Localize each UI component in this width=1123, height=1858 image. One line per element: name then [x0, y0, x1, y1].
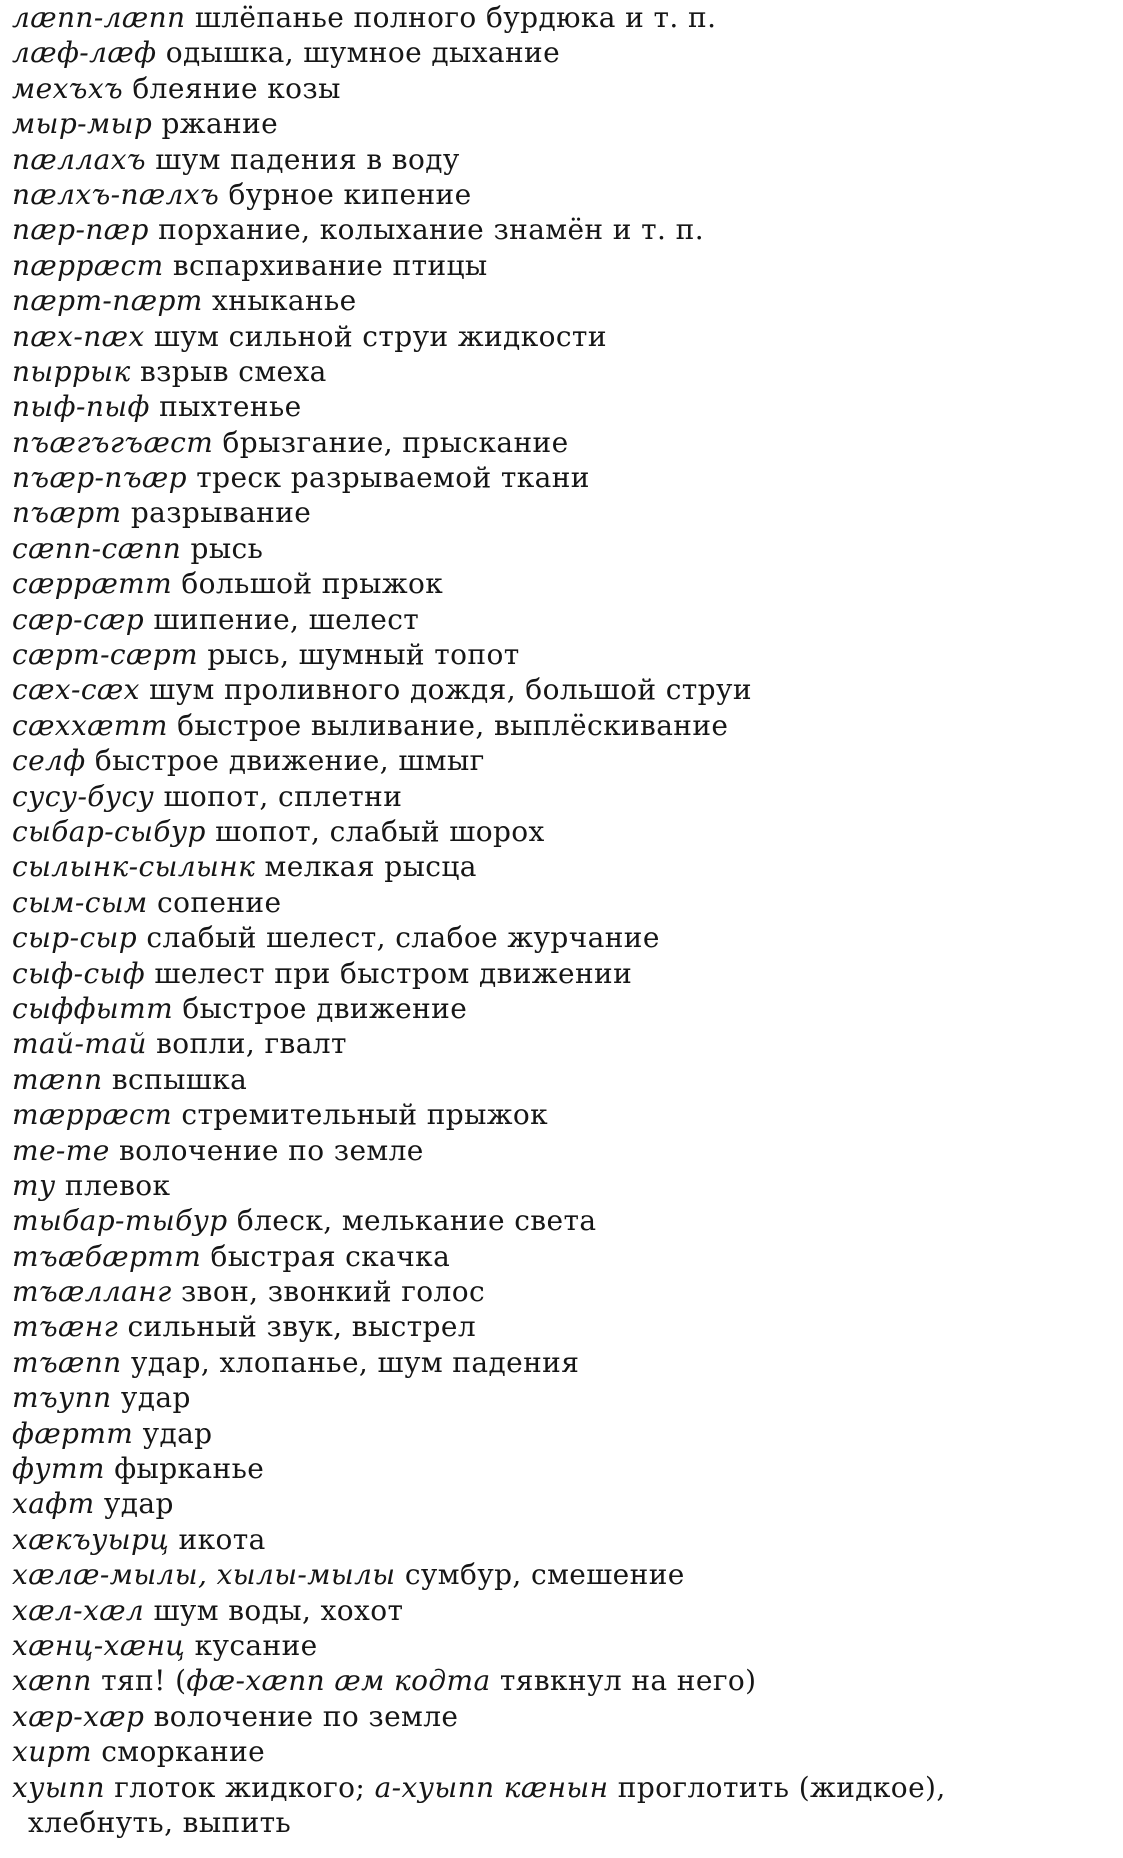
entry-headword: пыф-пыф	[12, 390, 150, 424]
entry-headword: сыр-сыр	[12, 921, 138, 955]
entry-definition: шум падения в воду	[155, 142, 460, 176]
entry-definition: шелест при быстром движении	[154, 956, 633, 990]
dictionary-entry	[12, 1734, 1112, 1769]
dictionary-entry	[12, 814, 1112, 849]
entry-definition: порхание, колыхание знамён и т. п.	[158, 213, 705, 247]
dictionary-entry	[12, 1663, 1112, 1698]
entry-definition: быстрое выливание, выплёскивание	[177, 708, 729, 742]
dictionary-entry	[12, 389, 1112, 424]
dictionary-entry	[12, 1345, 1112, 1380]
entry-definition: шум воды, хохот	[153, 1593, 404, 1627]
entry-definition: быстрое движение, шмыг	[94, 744, 485, 778]
entry-definition: шопот, сплетни	[163, 779, 403, 813]
dictionary-entry	[12, 1451, 1112, 1486]
entry-headword: сыф-сыф	[12, 956, 146, 990]
dictionary-entry	[12, 319, 1112, 354]
entry-example: фæ-хæпп æм кодта	[186, 1664, 491, 1698]
entry-definition: взрыв смеха	[139, 354, 327, 388]
dictionary-entry	[12, 1274, 1112, 1309]
dictionary-entry	[12, 0, 1112, 35]
entry-definition: бурное кипение	[228, 177, 472, 211]
entry-definition: шипение, шелест	[153, 602, 420, 636]
entry-definition: удар	[120, 1381, 191, 1415]
entry-headword: пæлхъ-пæлхъ	[12, 177, 220, 211]
entry-headword: пыррык	[12, 354, 131, 388]
dictionary-entry	[12, 849, 1112, 884]
entry-headword: хæпп	[12, 1664, 92, 1698]
entry-headword: сусу-бусу	[12, 779, 155, 813]
entry-definition: сильный звук, выстрел	[127, 1310, 477, 1344]
entry-headword: пъæр-пъæр	[12, 461, 187, 495]
dictionary-entry	[12, 1239, 1112, 1274]
dictionary-entry	[12, 637, 1112, 672]
dictionary-entry	[12, 531, 1112, 566]
entry-definition: шум сильной струи жидкости	[153, 319, 607, 353]
dictionary-entry	[12, 1309, 1112, 1344]
entry-definition: треск разрываемой ткани	[196, 461, 590, 495]
entry-definition: брызгание, прыскание	[222, 425, 569, 459]
entry-headword: тыбар-тыбур	[12, 1204, 228, 1238]
entry-definition: быстрая скачка	[210, 1239, 451, 1273]
entry-definition: вспышка	[111, 1062, 248, 1096]
dictionary-entry	[12, 106, 1112, 141]
entry-definition: рысь, шумный топот	[207, 638, 520, 672]
entry-example: а-хуыпп кæнын	[374, 1770, 609, 1804]
dictionary-entry	[12, 248, 1112, 283]
dictionary-entry	[12, 212, 1112, 247]
entry-definition: рысь	[190, 531, 264, 565]
dictionary-entry	[12, 779, 1112, 814]
entry-definition: разрывание	[130, 496, 312, 530]
dictionary-entry	[12, 142, 1112, 177]
entry-headword: сæпп-сæпп	[12, 531, 182, 565]
entry-definition: плевок	[64, 1168, 171, 1202]
entry-headword: сым-сым	[12, 885, 148, 919]
dictionary-entry	[12, 1133, 1112, 1168]
entry-definition: ржание	[161, 107, 279, 141]
entry-headword: хæлæ-мылы, хылы-мылы	[12, 1558, 396, 1592]
entry-headword: сыффытт	[12, 991, 174, 1025]
entry-headword: пæр-пæр	[12, 213, 149, 247]
dictionary-entry	[12, 1593, 1112, 1628]
entry-headword: фæртт	[12, 1416, 134, 1450]
entry-headword: пæррæст	[12, 248, 164, 282]
entry-definition: волочение по земле	[119, 1133, 424, 1167]
dictionary-entry	[12, 1062, 1112, 1097]
dictionary-entry	[12, 1699, 1112, 1734]
dictionary-entry	[12, 177, 1112, 212]
entry-definition: шлёпанье полного бурдюка и т. п.	[194, 1, 717, 34]
entry-headword: ту	[12, 1168, 56, 1202]
entry-definition: шопот, слабый шорох	[215, 814, 545, 848]
entry-headword: те-те	[12, 1133, 110, 1167]
entry-headword: хæнц-хæнц	[12, 1628, 186, 1662]
entry-headword: хæл-хæл	[12, 1593, 145, 1627]
example-open-paren: (	[175, 1664, 187, 1698]
entry-definition: сопение	[156, 885, 282, 919]
dictionary-entry	[12, 1203, 1112, 1238]
entry-definition: звон, звонкий голос	[181, 1275, 486, 1309]
dictionary-entry	[12, 566, 1112, 601]
entry-definition: блеск, мелькание света	[236, 1204, 597, 1238]
entry-headword: тъæнг	[12, 1310, 119, 1344]
dictionary-entry	[12, 1097, 1112, 1132]
entry-continuation: хлебнуть, выпить	[28, 1805, 292, 1839]
entry-headword: сыбар-сыбур	[12, 814, 206, 848]
dictionary-entry	[12, 495, 1112, 530]
entry-headword: хафт	[12, 1487, 95, 1521]
entry-headword: сæррæтт	[12, 567, 173, 601]
entry-headword: пъæрт	[12, 496, 122, 530]
dictionary-entry	[12, 1486, 1112, 1521]
entry-headword: сæр-сæр	[12, 602, 145, 636]
entry-headword: лæф-лæф	[12, 36, 157, 70]
dictionary-entry	[12, 743, 1112, 778]
entry-headword: лæпп-лæпп	[12, 1, 186, 34]
entry-headword: сылынк-сылынк	[12, 850, 256, 884]
dictionary-entry	[12, 354, 1112, 389]
dictionary-entry	[12, 920, 1112, 955]
entry-definition: сморкание	[101, 1735, 266, 1769]
dictionary-entry	[12, 1416, 1112, 1451]
dictionary-entry	[12, 885, 1112, 920]
entry-headword: хæр-хæр	[12, 1699, 145, 1733]
entry-definition: вспархивание птицы	[172, 248, 488, 282]
example-close-paren: )	[745, 1664, 757, 1698]
entry-headword: тæррæст	[12, 1098, 173, 1132]
dictionary-entry	[12, 1522, 1112, 1557]
entry-definition: тяп!	[101, 1664, 166, 1698]
dictionary-entry	[12, 1770, 1112, 1805]
entry-headword: селф	[12, 744, 86, 778]
entry-definition: стремительный прыжок	[181, 1098, 549, 1132]
entry-headword: пæх-пæх	[12, 319, 145, 353]
entry-headword: тъæлланг	[12, 1275, 172, 1309]
entry-definition: удар	[142, 1416, 213, 1450]
entry-definition: глоток жидкого;	[114, 1770, 366, 1804]
entry-headword: пъæгъгъæст	[12, 425, 214, 459]
dictionary-entry	[12, 1380, 1112, 1415]
entry-definition: удар, хлопанье, шум падения	[130, 1345, 580, 1379]
entry-headword: пæллахъ	[12, 142, 146, 176]
entry-definition: хныканье	[212, 284, 357, 318]
dictionary-entry	[12, 283, 1112, 318]
dictionary-entry	[12, 1628, 1112, 1663]
entry-definition: икота	[178, 1522, 266, 1556]
dictionary-entry	[12, 1026, 1112, 1061]
entry-headword: хæкъуырц	[12, 1522, 170, 1556]
entry-definition: блеяние козы	[132, 71, 341, 105]
entry-headword: тæпп	[12, 1062, 103, 1096]
dictionary-entry	[12, 1168, 1112, 1203]
entry-headword: хирт	[12, 1735, 92, 1769]
entry-definition: пыхтенье	[159, 390, 302, 424]
entry-example-translation: тявкнул на него	[499, 1664, 746, 1698]
entry-headword: пæрт-пæрт	[12, 284, 203, 318]
entry-definition: мелкая рысца	[264, 850, 477, 884]
entry-headword: тъупп	[12, 1381, 112, 1415]
entry-definition: быстрое движение	[182, 991, 468, 1025]
entry-headword: тай-тай	[12, 1027, 147, 1061]
entry-example-translation: проглотить (жидкое),	[617, 1770, 946, 1804]
entry-definition: большой прыжок	[181, 567, 444, 601]
entry-definition: фырканье	[114, 1452, 265, 1486]
dictionary-entry	[12, 425, 1112, 460]
entry-definition: шум проливного дождя, большой струи	[149, 673, 752, 707]
dictionary-entry	[12, 672, 1112, 707]
entry-definition: вопли, гвалт	[156, 1027, 347, 1061]
entry-definition: волочение по земле	[153, 1699, 459, 1733]
entry-headword: футт	[12, 1452, 105, 1486]
dictionary-entry	[12, 1557, 1112, 1592]
entry-definition: слабый шелест, слабое журчание	[146, 921, 660, 955]
entry-headword: хуыпп	[12, 1770, 105, 1804]
entry-definition: кусание	[194, 1628, 318, 1662]
entry-headword: тъæпп	[12, 1345, 122, 1379]
entry-headword: сæххæтт	[12, 708, 168, 742]
dictionary-entry	[12, 708, 1112, 743]
entry-headword: тъæбæртт	[12, 1239, 202, 1273]
entry-headword: сæрт-сæрт	[12, 638, 199, 672]
dictionary-entry	[12, 991, 1112, 1026]
entry-headword: мыр-мыр	[12, 107, 153, 141]
entry-definition: сумбур, смешение	[404, 1558, 685, 1592]
dictionary-entry	[12, 956, 1112, 991]
dictionary-entry	[12, 71, 1112, 106]
entry-definition: одышка, шумное дыхание	[165, 36, 561, 70]
dictionary-page	[12, 0, 1112, 1840]
dictionary-entry	[12, 602, 1112, 637]
entry-definition: удар	[103, 1487, 174, 1521]
entry-headword: мехъхъ	[12, 71, 124, 105]
entry-headword: сæх-сæх	[12, 673, 140, 707]
dictionary-entry	[12, 35, 1112, 70]
dictionary-entry	[12, 460, 1112, 495]
